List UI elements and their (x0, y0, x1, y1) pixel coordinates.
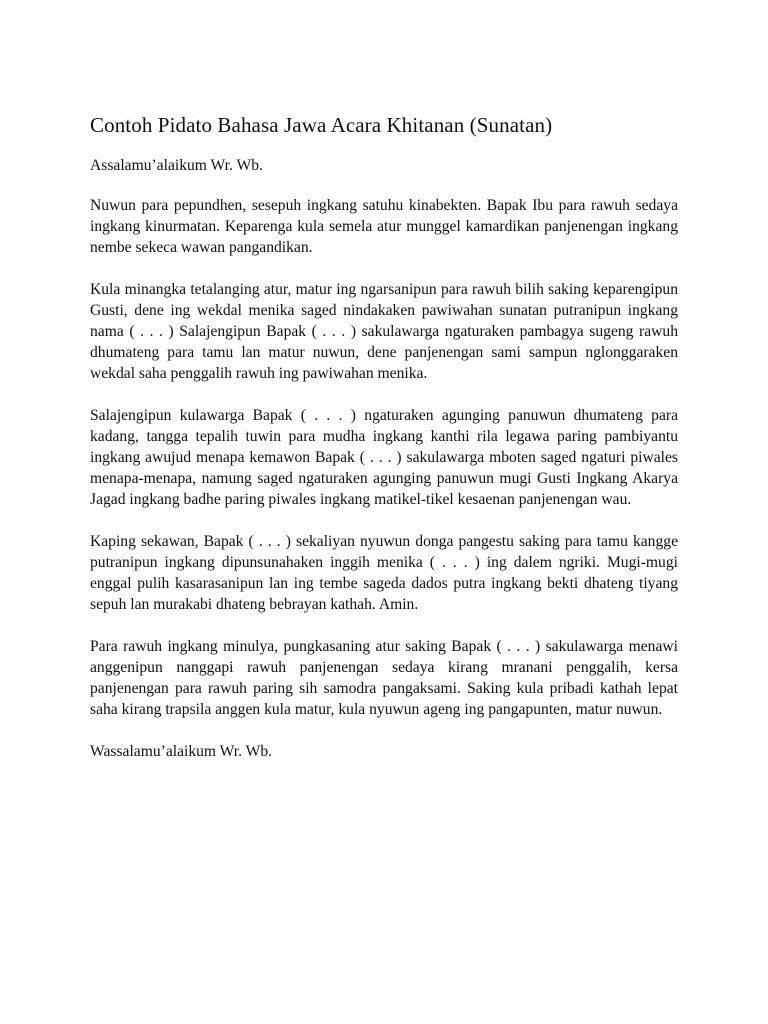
paragraph-opening: Nuwun para pepundhen, sesepuh ingkang satuhu kinabekten. Bapak Ibu para rawuh sedaya ingkang kinurmatan. Keparenga kula semela atur munggel kamardikan panjenengan ingkang nembe sekeca wawan pangandikan. (90, 197, 678, 256)
document-title: Contoh Pidato Bahasa Jawa Acara Khitanan (Sunatan) (90, 113, 553, 137)
document-page (90, 112, 678, 783)
paragraph-closing-apology: Para rawuh ingkang minulya, pungkasaning atur saking Bapak ( . . . ) sakulawarga menawi anggenipun nanggapi rawuh panjenengan sedaya kirang mranani penggalih, kersa panjenengan para rawuh paring sih samodra pangaksami. Saking kula pribadi kathah lepat saha kirang trapsila anggen kula matur, kula nyuwun ageng ing pangapunten, matur nuwun. (90, 638, 678, 718)
closing-greeting: Wassalamu’alaikum Wr. Wb. (90, 743, 273, 760)
paragraph-gratitude: Salajengipun kulawarga Bapak ( . . . ) ngaturaken agunging panuwun dhumateng para kadang, tangga tepalih tuwin para mudha ingkang kanthi rila legawa paring pambiyantu ingkang awujud menapa kemawon Bapak ( . . . ) sakulawarga mboten saged ngaturi piwales menapa-menapa, namung saged ngaturaken agunging panuwun mugi Gusti Ingkang Akarya Jagad ingkang badhe paring piwales ingkang matikel-tikel kesaenan panjenengan wau. (90, 407, 678, 508)
opening-greeting: Assalamu’alaikum Wr. Wb. (90, 157, 263, 174)
paragraph-announcement: Kula minangka tetalanging atur, matur ing ngarsanipun para rawuh bilih saking keparengipun Gusti, dene ing wekdal menika saged nindakaken pawiwahan sunatan putranipun ingkang nama ( . . . ) Salajengipun Bapak ( . . . ) sakulawarga ngaturaken pambagya sugeng rawuh dhumateng para tamu lan matur nuwun, dene panjenengan sami sampun nglonggaraken wekdal saha penggalih rawuh ing pawiwahan menika. (90, 281, 678, 382)
paragraph-prayer-request: Kaping sekawan, Bapak ( . . . ) sekaliyan nyuwun donga pangestu saking para tamu kangge putranipun ingkang dipunsunahaken inggih menika ( . . . ) ing dalem ngriki. Mugi-mugi enggal pulih kasarasanipun lan ing tembe sageda dados putra ingkang bekti dhateng tiyang sepuh lan murakabi dhateng bebrayan kathah. Amin. (90, 533, 678, 613)
